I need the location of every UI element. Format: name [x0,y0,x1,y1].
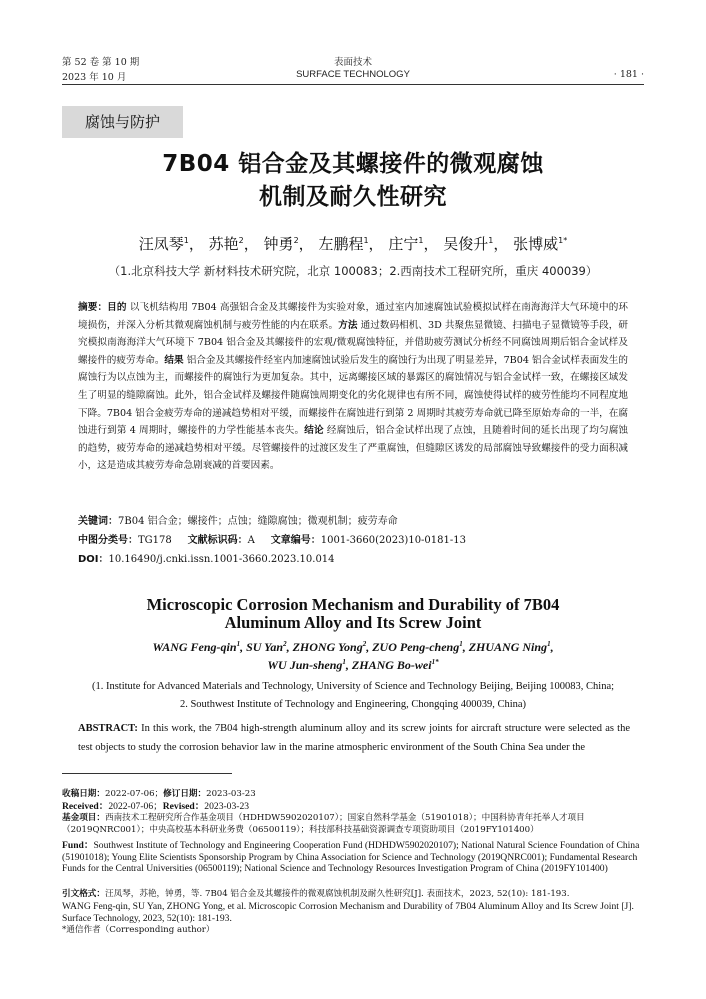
objective-text: 以飞机结构用 7B04 高强铝合金及其螺接件为实验对象，通过室内加速腐蚀试验模拟试样在南海海洋大气环境中的环境损伤，并深入分析其微观腐蚀机制与疲劳性能的内在联系。 [78,302,629,331]
doi-label: DOI： [78,554,109,565]
doi [78,550,638,565]
author-cn: 庄宁$^1$ [388,235,424,253]
author-en: WU Jun-sheng$^1$, [267,658,352,672]
header-page-number: · 181 · [613,69,644,80]
author-en: ZHUANG Ning$^1$, [468,640,554,654]
header-journal-en: SURFACE TECHNOLOGY [296,69,410,80]
conclusion-label: 结论 [304,425,324,437]
abstract-en-label: ABSTRACT: [78,723,138,734]
footnote-rule [62,773,232,774]
keywords-value: 7B04 铝合金；螺接件；点蚀；缝隙腐蚀；微观机制；疲劳寿命 [118,516,398,527]
author-cn: 左鹏程$^1$ [318,235,369,253]
method-text: 通过数码相机、3D 共聚焦显微镜、扫描电子显微镜等手段，研究模拟南海海洋大气环境下 7B04 铝合金及其螺接件的宏观/微观腐蚀特征，并借助疲劳测试分析经不同腐蚀周期后铝合金试样及螺接件的疲劳寿命。 [78,319,628,366]
article-number-value: 1001-3660(2023)10-0181-13 [320,535,466,546]
received-en: Received：2022-07-06；Revised：2023-03-23 [62,801,250,812]
author-en: ZHANG Bo-wei$^{1*}$ [351,658,439,672]
header-volume: 第 52 卷 第 10 期 [62,57,140,68]
fund-en: Fund：Southwest Institute of Technology and Engineering Cooperation Fund (HDHDW5902020107); National Natural Science Foundation of China (51901018); Young Elite Scientists Sponsorship Program by China Association for Science and Technology (2019QNRC001); Fundamental Research Funds for the Central Universities (06500119); National Science and Technology Resources Investigation Program of China (2019FY101400) [62,840,640,875]
header-date: 2023 年 10 月 [62,72,127,83]
title-cn-line2: 机制及耐久性研究 [259,184,447,210]
title-en-line2: Aluminum Alloy and Its Screw Joint [224,613,482,632]
doc-code-label: 文献标识码： [187,535,248,546]
keywords [78,512,638,527]
results-label: 结果 [164,354,184,366]
author-cn: 吴俊升$^1$ [443,235,494,253]
method-label: 方法 [338,319,358,331]
abstract-en [78,719,630,757]
author-cn: 钟勇$^2$ [263,235,299,253]
citation-en: WANG Feng-qin, SU Yan, ZHONG Yong, et al. Microscopic Corrosion Mechanism and Durability of 7B04 Aluminum Alloy and Its Screw Joint [J]. Surface Technology, 2023, 52(10): 181-193. [62,901,634,924]
column-tag: 腐蚀与防护 [62,106,183,138]
classification [78,531,638,546]
received-cn: 收稿日期：2022-07-06；修订日期：2023-03-23 [62,789,256,799]
author-en: ZHONG Yong$^2$, [292,640,373,654]
header-journal-cn: 表面技术 [333,57,372,68]
objective-label: 目的 [107,302,127,313]
author-en: WANG Feng-qin$^1$, [152,640,247,654]
doi-value: 10.16490/j.cnki.issn.1001-3660.2023.10.014 [108,554,335,565]
author-cn: 汪凤琴$^1$ [138,235,189,253]
citation-cn: 引文格式：汪凤琴，苏艳，钟勇，等. 7B04 铝合金及其螺接件的微观腐蚀机制及耐久性研究[J]. 表面技术，2023, 52(10): 181-193. [62,889,570,899]
corresponding-author: *通信作者（Corresponding author） [62,925,215,935]
authors-en-line2 [0,653,706,674]
clc-label: 中图分类号： [78,535,138,546]
affiliation-en-line1: (1. Institute for Advanced Materials and Technology, University of Science and Technology Beijing, Beijing 100083, China; [91,681,615,692]
author-cn: 张博威$^{1*}$ [513,235,568,253]
author-en: ZUO Peng-cheng$^1$, [372,640,469,654]
affiliation-en-line2: 2. Southwest Institute of Technology and Engineering, Chongqing 400039, China) [179,699,527,710]
conclusion-text: 经腐蚀后，铝合金试样出现了点蚀，且随着时间的延长出现了均匀腐蚀的趋势，疲劳寿命的递减趋势相对平缓。尽管螺接件的过渡区发生了严重腐蚀，但缝隙区诱发的局部腐蚀导致螺接件的受力面积减小，这是造成其疲劳寿命急剧衰减的首要因素。 [78,425,629,472]
doc-code-value: A [247,535,255,546]
clc-value: TG178 [138,535,172,546]
author-cn: 苏艳$^2$ [208,235,244,253]
abstract-cn [78,299,628,475]
author-en: SU Yan$^2$, [246,640,293,654]
affiliation-cn: （1.北京科技大学 新材料技术研究院，北京 100083；2.西南技术工程研究所，重庆 400039） [108,264,598,278]
title-en-line1: Microscopic Corrosion Mechanism and Durability of 7B04 [146,595,560,614]
abstract-label: 摘要： [78,302,108,313]
authors-cn: 汪凤琴$^1$， 苏艳$^2$， 钟勇$^2$， 左鹏程$^1$， 庄宁$^1$， 吴俊升$^1$， 张博威$^{1*}$ [138,235,568,253]
title-cn-line1: 7B04 铝合金及其螺接件的微观腐蚀 [162,151,544,177]
header-rule [62,84,644,85]
article-number-label: 文章编号： [270,535,321,546]
abstract-en-text: In this work, the 7B04 high-strength aluminum alloy and its screw joints for aircraft structure were selected as the test objects to study the corrosion behavior law in the marine atmospheric environment of the South China Sea under the [78,723,630,753]
keywords-label: 关键词： [78,516,118,527]
results-text: 铝合金及其螺接件经室内加速腐蚀试验后发生的腐蚀行为出现了明显差异，7B04 铝合金试样表面发生的腐蚀行为以点蚀为主，而螺接件的腐蚀行为更加复杂。其中，远离螺接区域的暴露区的腐蚀情况与铝合金试样一致，在螺接区域发生了明显的缝隙腐蚀。此外，铝合金试样及螺接件随腐蚀周期变化的劣化规律也有所不同，腐蚀使得试样的疲劳性能均不同程度地下降。7B04 铝合金疲劳寿命的递减趋势相对平缓，而螺接件在腐蚀进行到第 2 周期时其疲劳寿命就已降至原始寿命的一半，在腐蚀进行到第 4 周期时，螺接件的力学性能基本丧失。 [78,354,628,437]
fund-cn: 基金项目：西南技术工程研究所合作基金项目（HDHDW5902020107）；国家自然科学基金（51901018）；中国科协青年托举人才项目（2019QNRC001）；中央高校基本科研业务费（06500119）；科技部科技基础资源调查专项资助项目（2019FY101400） [62,813,585,835]
